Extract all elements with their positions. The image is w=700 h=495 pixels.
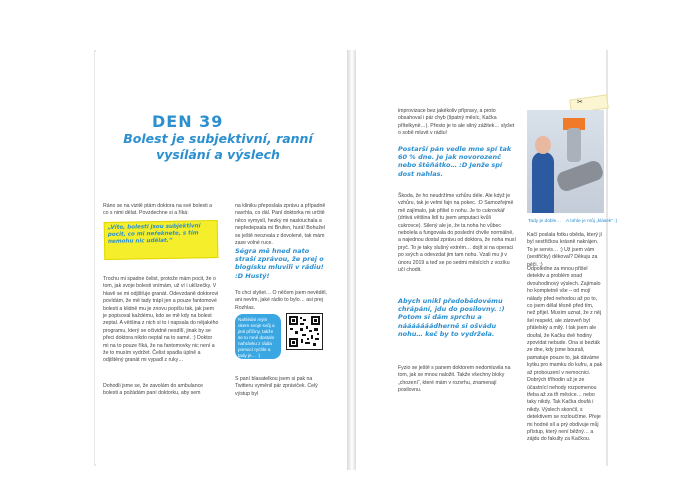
page-edge-right [606, 50, 608, 466]
photo-caption-left: Tady je doble… [528, 219, 562, 224]
paragraph: Kačí poslala fotku oběda, který jí byl sestřičkou krásně nakrájen. To je servis… :) Už jsem vám (sestřičky) děkoval? Děkuju za péči. :) [527, 232, 602, 268]
paragraph: To chci slyšet… O něčem jsem nevěděl, ani nevím, jaké rádio to bylo… asi prej Rozhlas. [235, 290, 327, 311]
paragraph: Odpoledne za mnou přišel detektiv a problém snad dvouhodinový výslech. Zajímalo ho kompletně vše – od mojí nálady před nehodou až po to, co jsem dělal těsně před tím, než přijel. Musím uznat, že z něj šel respekt, ale zároveň byl přátelský a milý. I tak jsem ale doufal, že Kačku dvě hodiny zpovídat nebude. Ona si bezták ze dne, kdy jsme bourali, pamatuje pouze to, jak dáváme kytku pro mamku do kufru, a pak až probouzení v nemocnici. Dobrých tříhodin už je ze účastnící nehody rozpomenou třeba až za tři měsíce… nebo taky nikdy. Tak Kačka doufá i nikdy. Výslech skončil, s detektivem se rozloučíme. Přeje mi hodně síl a prý obdivuje můj přístup, který není běžný… a zájdu do fakulty za Kačkou. [527, 266, 603, 443]
bubble-text: Nahlédni mým okem svoje svůj a jiné příčiny, takže se tu mně dostalo nahrávku z rádia pomocí rychle a tady je… :) [238, 317, 275, 358]
highlight-text: Postarší pán vedle mne spí tak 60 % dne. Je jak novorozenč nebo štěňátko… :D Jenže spí dost nahlas. [398, 145, 512, 178]
scissors-icon: ✂ [577, 99, 583, 106]
paragraph: Ráno se na vizitě ptám doktora na své bolesti a co s nimi dělat. Povzdechne si a říká: [103, 203, 212, 217]
hospital-photo [527, 110, 604, 213]
qr-info-bubble [235, 314, 281, 359]
doctor-quote-box [104, 220, 219, 260]
qr-code-icon [287, 314, 322, 349]
highlight-text: Ségra mě hned nato straší zprávou, že prej o blogísku mluvili v rádiu! :D Hustý! [235, 247, 324, 280]
day-heading: DEN 39 [152, 112, 224, 131]
paragraph: Fyzio se ještě s panem doktorem nedomluvila na tom, jak se mnou naložit. Takže všechny bloky „chození“, které mám v rozvrhu, znamenají posilovnu. [398, 365, 511, 394]
qr-code[interactable] [286, 313, 323, 350]
paragraph: na kliniku přeposlala zprávu a případně navrhla, co dál. Paní doktorka mi určitě něco vymyslí, hezky mi naslouchala a nepředepsala mi Brufen, hurá! Bohužel se ještě neozvala z dovolené, tak mám zase volné ruce. [235, 203, 326, 247]
paragraph: Škoda, že ho neudržíme vzhůru déle. Ale když je vzhůru, tak je velmi fajn na pokec. :D Samozřejmě mě zajímalo, jak přišel o nohu. Je to cukrovkář (drtivá většina lidí tu jsem amputaci kvůli cukrovce). Silený ale je, že ta noha ho vůbec nebolela a fungovala do poslední chvíle normálně, a najednou dostal zprávu od doktora, že noha musí pryč. To je taky slušný extrém… dojít si na operaci po svých a odevzdat jim tam nohu. Vzali mu ji v únoru 2019 a teď se po sedmi měsících z vozíku učí chodit. [398, 193, 516, 274]
quote-text: „Víte, bolesti jsou subjektivní pocit, co mi neřeknete, s tím nemohu nic udělat.“ [107, 223, 201, 245]
photo-caption-right: A tohle je můj „klásek“ :) [566, 219, 618, 224]
book-spine [347, 50, 356, 470]
paragraph: Dohodli jsme se, že zavolám do ambulance bolesti a požádám paní doktorku, aby sem [103, 383, 204, 397]
paragraph: S paní blasatelkou jsem si pak na Twitteru vyměnil pár zpráviček. Celý výstup byl [235, 376, 318, 397]
paragraph: improvizace bez jakékoliv přípravy, a proto obsahoval i pár chyb (špatný měsíc, Kačka přítelkyně…). Přesto je to ale silný zážitek… slyšet o sobě mluvit v rádiu! [398, 108, 515, 137]
chapter-title: Bolest je subjektivní, ranní vysílání a výslech [123, 131, 313, 162]
highlight-text: Abych unikl předobědovému chrápání, jdu do posilovny. :) Potom si dám sprchu a nááááááádherně si ošvádu nohu… keč by to vydržela. [398, 297, 505, 338]
paragraph: Trochu mi spadne čelist, protože mám pocit, že o tom, jak svoje bolesti vnímám, už ví i uklízečky. V hlavě se mi odjišťuje granát. Odevzdaně doktorovi povídám, že mě tady trápí jen a pouze fantomové bolesti a klidně mu je znovu popíšu tak, jak jsem je popisoval každému, kdo se mě kdy na bolest zeptal. A většina z nich si to i napsala do nějakého programu, který se očividně nesdílí, jinak by se přeci doktora nikdo neptal na to samé. :) Doktor mi na to pouze říká, že na fantomovky nic není a že to musím vydržet. Čelist spadla úplně a odjištěný granát mi vypadl z ruky… [103, 276, 219, 364]
